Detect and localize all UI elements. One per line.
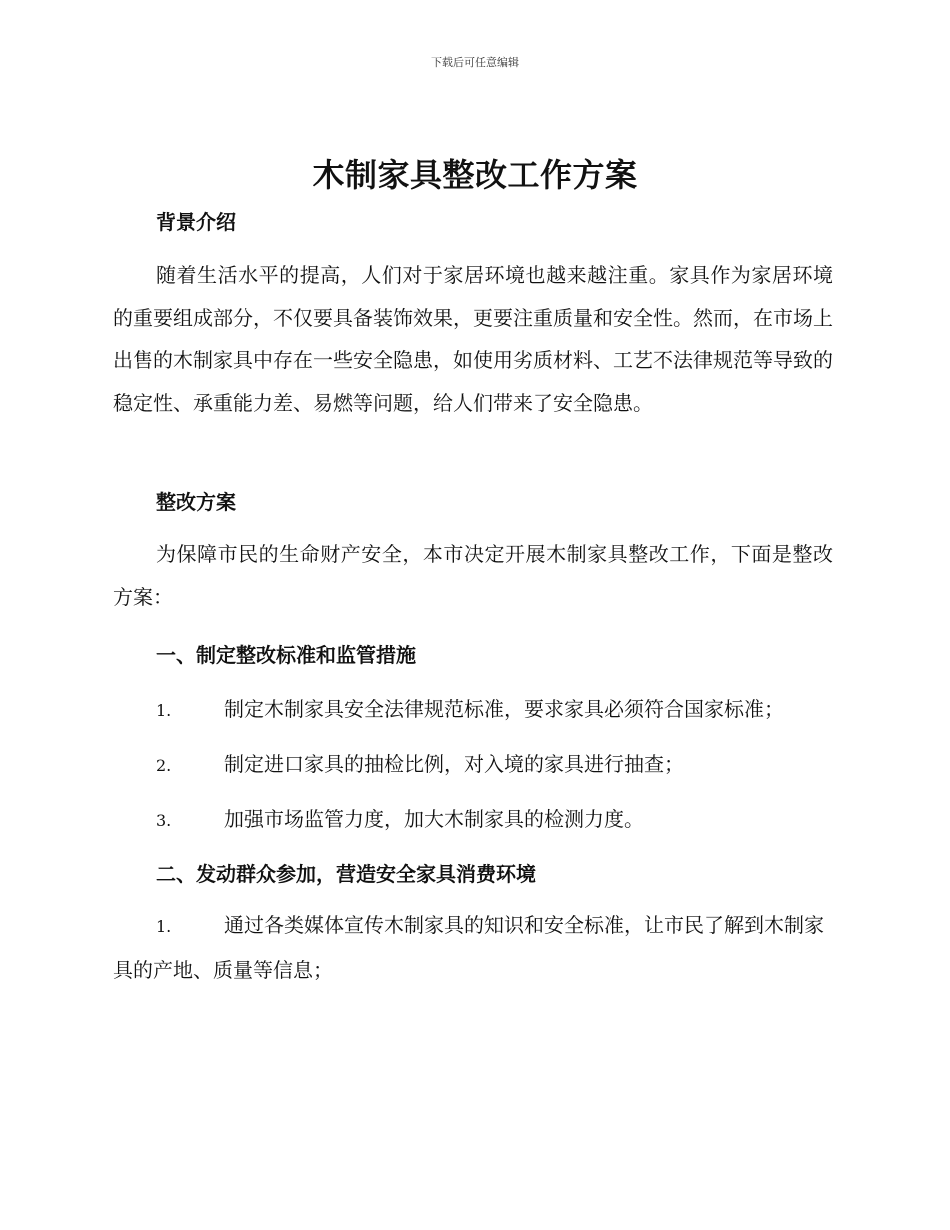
list-item xyxy=(113,904,833,991)
list-item-text: 通过各类媒体宣传木制家具的知识和安全标准，让市民了解到木制家具的产地、质量等信息； xyxy=(113,913,824,982)
paragraph-background: 随着生活水平的提高，人们对于家居环境也越来越注重。家具作为家居环境的重要组成部分，不仅要具备装饰效果，更要注重质量和安全性。然而，在市场上出售的木制家具中存在一些安全隐患，如使用劣质材料、工艺不法律规范等导致的稳定性、承重能力差、易燃等问题，给人们带来了安全隐患。 xyxy=(113,263,833,415)
list-item-number: 1. xyxy=(156,701,172,720)
list-item-number: 3. xyxy=(156,811,172,830)
list-item-number: 2. xyxy=(156,756,172,775)
heading-background: 背景介绍 xyxy=(156,210,236,234)
list-item-text: 制定进口家具的抽检比例，对入境的家具进行抽查； xyxy=(224,752,684,776)
list-item-text: 加强市场监管力度，加大木制家具的检测力度。 xyxy=(224,807,644,831)
list-item xyxy=(156,693,784,722)
list-item-number: 1. xyxy=(156,917,172,936)
heading-part1: 一、制定整改标准和监管措施 xyxy=(156,643,416,667)
list-item xyxy=(156,748,684,777)
list-item-text: 制定木制家具安全法律规范标准，要求家具必须符合国家标准； xyxy=(224,697,784,721)
heading-part2: 二、发动群众参加，营造安全家具消费环境 xyxy=(156,862,536,886)
list-item xyxy=(156,803,644,832)
document-title: 木制家具整改工作方案 xyxy=(312,156,638,194)
page-header-note: 下载后可任意编辑 xyxy=(431,56,519,69)
paragraph-plan: 为保障市民的生命财产安全，本市决定开展木制家具整改工作，下面是整改方案： xyxy=(113,542,833,609)
heading-plan: 整改方案 xyxy=(156,490,236,514)
